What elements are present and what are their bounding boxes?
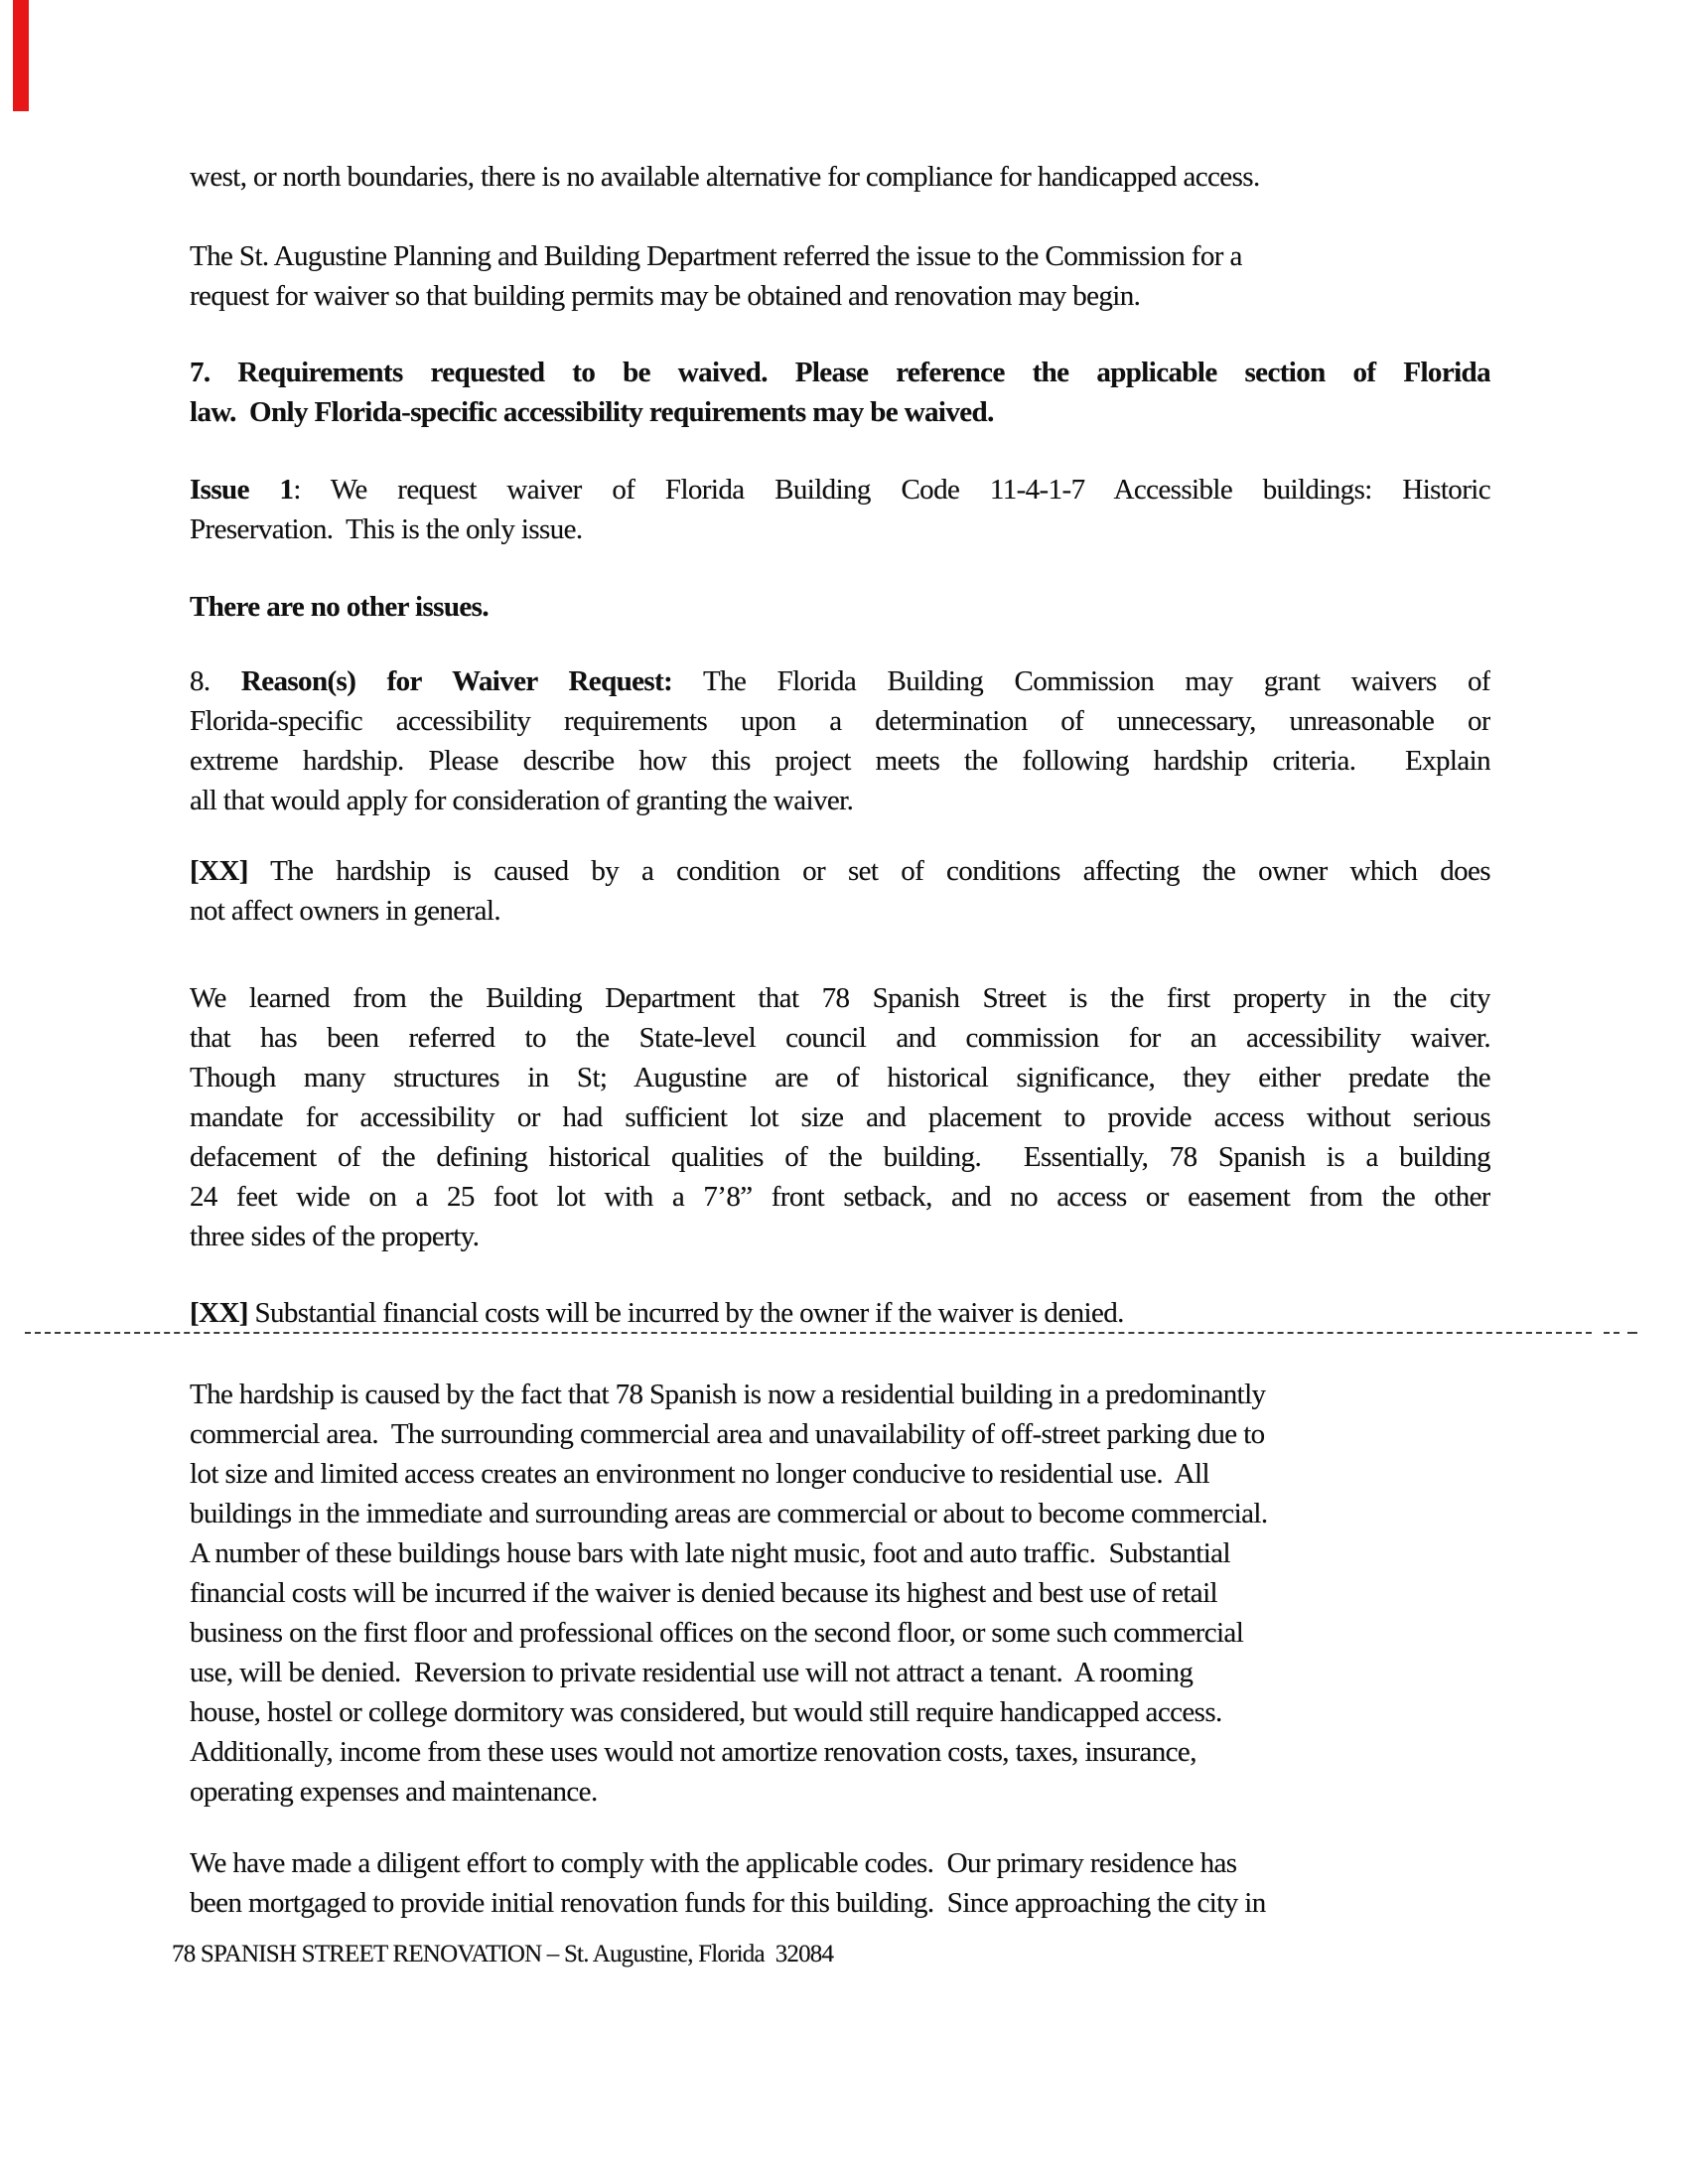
checkbox-xx-mark: [XX]: [190, 1297, 248, 1329]
text-line: The St. Augustine Planning and Building Department referred the issue to the Commission for a: [190, 240, 1242, 272]
text-line: [190, 851, 1490, 891]
text-line: The hardship is caused by the fact that 78 Spanish is now a residential building in a predominantly: [190, 1379, 1266, 1410]
text-line: financial costs will be incurred if the waiver is denied because its highest and best use of retail: [190, 1577, 1217, 1609]
text-line: operating expenses and maintenance.: [190, 1776, 598, 1808]
red-ink-mark: [13, 0, 29, 111]
text-line: business on the first floor and professional offices on the second floor, or some such commercial: [190, 1617, 1244, 1649]
text-line: lot size and limited access creates an environment no longer conducive to residential use. All: [190, 1458, 1209, 1490]
checkbox-xx-mark: [XX]: [190, 855, 248, 887]
text-line: [190, 661, 1490, 701]
text-line: extreme hardship. Please describe how this project meets the following hardship criteria. Explain: [190, 745, 1490, 777]
heading-section-7: [190, 353, 1490, 432]
text-line: that has been referred to the State-level council and commission for an accessibility waiver.: [190, 1022, 1490, 1054]
paragraph-diligent-effort: [190, 1843, 1490, 1923]
text-line: been mortgaged to provide initial renovation funds for this building. Since approaching the city in: [190, 1887, 1266, 1919]
text-line: There are no other issues.: [190, 591, 489, 623]
text-line: Florida-specific accessibility requirements upon a determination of unnecessary, unreasonable or: [190, 705, 1490, 737]
paragraph-no-other-issues: [190, 587, 1490, 627]
text-line: not affect owners in general.: [190, 895, 501, 927]
text-line: buildings in the immediate and surrounding areas are commercial or about to become commercial.: [190, 1498, 1268, 1529]
text-line: We learned from the Building Department that 78 Spanish Street is the first property in the city: [190, 982, 1490, 1014]
dashed-fold-line-tail: [1604, 1332, 1619, 1334]
text-line: Preservation. This is the only issue.: [190, 513, 583, 545]
paragraph-issue-1: [190, 470, 1490, 549]
text-line: defacement of the defining historical qualities of the building. Essentially, 78 Spanish is a building: [190, 1141, 1490, 1173]
paragraph-building-department: [190, 978, 1490, 1256]
text-line: law. Only Florida-specific accessibility requirements may be waived.: [190, 396, 994, 428]
paragraph-referral: [190, 236, 1490, 316]
paragraph-hardship-commercial: [190, 1375, 1490, 1812]
text-line: three sides of the property.: [190, 1221, 480, 1252]
text-line: 24 feet wide on a 25 foot lot with a 7’8” front setback, and no access or easement from the other: [190, 1181, 1490, 1213]
issue-1-label: Issue 1: [190, 474, 294, 506]
text-line: mandate for accessibility or had sufficient lot size and placement to provide access without serious: [190, 1101, 1490, 1133]
text-line: We have made a diligent effort to comply with the applicable codes. Our primary residence has: [190, 1847, 1237, 1879]
text-line: request for waiver so that building permits may be obtained and renovation may begin.: [190, 280, 1141, 312]
paragraph-criterion-2: [190, 1293, 1490, 1333]
section-8-label: Reason(s) for Waiver Request:: [240, 665, 673, 697]
text-line: all that would apply for consideration of granting the waiver.: [190, 785, 854, 816]
text-line: A number of these buildings house bars with late night music, foot and auto traffic. Substantial: [190, 1537, 1230, 1569]
paragraph-criterion-1: [190, 851, 1490, 931]
paragraph-section-8-reasons: [190, 661, 1490, 820]
page-footer: 78 SPANISH STREET RENOVATION – St. Augustine, Florida 32084: [172, 1941, 834, 1967]
text-line: [190, 470, 1490, 510]
text-line: Though many structures in St; Augustine are of historical significance, they either predate the: [190, 1062, 1490, 1093]
text-line: Additionally, income from these uses would not amortize renovation costs, taxes, insurance,: [190, 1736, 1196, 1768]
dashed-fold-line-tail: [1627, 1332, 1637, 1334]
text-line: west, or north boundaries, there is no available alternative for compliance for handicapped access.: [190, 161, 1260, 193]
paragraph-west-boundaries: [190, 157, 1490, 197]
section-8-text: The Florida Building Commission may grant waivers of: [672, 665, 1490, 697]
text-line: 7. Requirements requested to be waived. Please reference the applicable section of Florida: [190, 357, 1490, 388]
criterion-2-text: Substantial financial costs will be incurred by the owner if the waiver is denied.: [247, 1297, 1124, 1329]
text-line: [190, 1293, 1490, 1333]
text-line: use, will be denied. Reversion to private residential use will not attract a tenant. A rooming: [190, 1657, 1194, 1688]
text-line: commercial area. The surrounding commercial area and unavailability of off-street parking due to: [190, 1418, 1265, 1450]
criterion-1-text: The hardship is caused by a condition or set of conditions affecting the owner which does: [247, 855, 1490, 887]
text-line: house, hostel or college dormitory was considered, but would still require handicapped access.: [190, 1696, 1222, 1728]
dashed-fold-line: [25, 1332, 1592, 1334]
issue-1-text: : We request waiver of Florida Building Code 11-4-1-7 Accessible buildings: Historic: [293, 474, 1490, 506]
section-8-number: 8.: [190, 665, 241, 697]
